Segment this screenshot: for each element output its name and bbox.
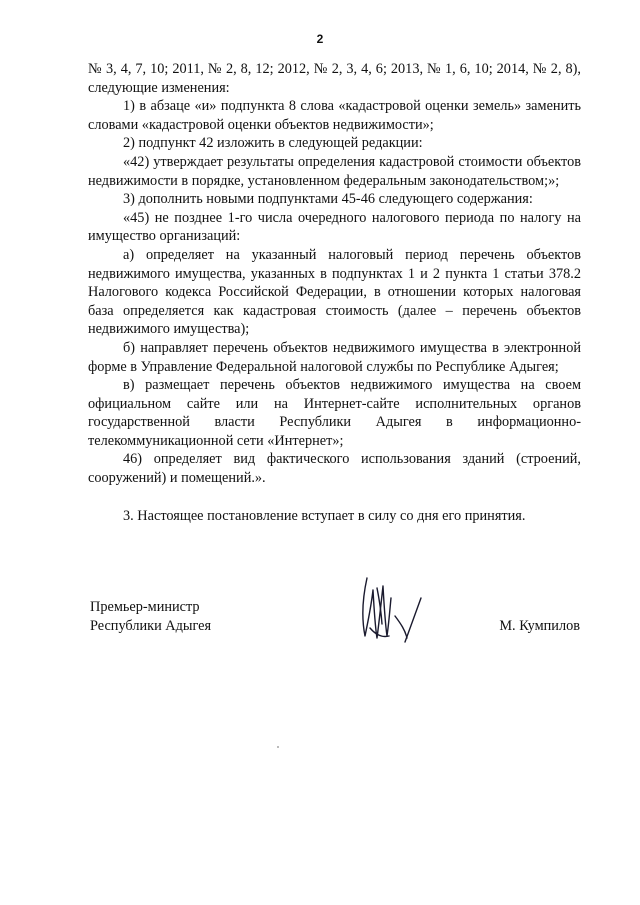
- paragraph-item-42: «42) утверждает результаты определения кадастровой стоимости объектов недвижимости в порядке, установленном федеральным законодательством;»;: [88, 153, 581, 189]
- signer-title: [90, 598, 211, 636]
- handwritten-signature-icon: [355, 568, 435, 648]
- paragraph-subitem-v: в) размещает перечень объектов недвижимого имущества на своем официальном сайте или на Интернет-сайте исполнительных органов государственной власти Республики Адыгея в информационно-телекоммуникационной сети «Интернет»;: [88, 377, 581, 449]
- paragraph-effective-date: 3. Настоящее постановление вступает в силу со дня его принятия.: [123, 507, 526, 524]
- paragraph-item-45: «45) не позднее 1-го числа очередного налогового периода по налогу на имущество организаций:: [88, 209, 581, 245]
- page-number: 2: [316, 32, 324, 46]
- signature-block: [90, 598, 580, 668]
- paragraph-item-46: 46) определяет вид фактического использования зданий (строений, сооружений) и помещений.».: [88, 451, 581, 487]
- paragraph-continuation: № 3, 4, 7, 10; 2011, № 2, 8, 12; 2012, № 2, 3, 4, 6; 2013, № 1, 6, 10; 2014, № 2, 8), следующие изменения:: [88, 61, 581, 96]
- scan-speck: [277, 746, 279, 748]
- paragraph-subitem-b: б) направляет перечень объектов недвижимого имущества в электронной форме в Управление Федеральной налоговой службы по Республике Адыгея;: [88, 339, 581, 375]
- paragraph-item-2: 2) подпункт 42 изложить в следующей редакции:: [123, 135, 423, 152]
- signer-name: М. Кумпилов: [499, 618, 580, 634]
- signer-title-line-1: Премьер-министр: [90, 599, 200, 615]
- signer-title-line-2: Республики Адыгея: [90, 618, 212, 634]
- document-body: [88, 60, 581, 525]
- paragraph-item-1: 1) в абзаце «и» подпункта 8 слова «кадастровой оценки земель» заменить словами «кадастровой оценки объектов недвижимости»;: [88, 98, 581, 133]
- paragraph-subitem-a: а) определяет на указанный налоговый период перечень объектов недвижимого имущества, указанных в подпунктах 1 и 2 пункта 1 статьи 378.2 Налогового кодекса Российской Федерации, в отношении которых налоговая база определяется как кадастровая стоимость (далее – перечень объектов недвижимого имущества);: [88, 246, 581, 338]
- paragraph-item-3: 3) дополнить новыми подпунктами 45-46 следующего содержания:: [123, 191, 533, 208]
